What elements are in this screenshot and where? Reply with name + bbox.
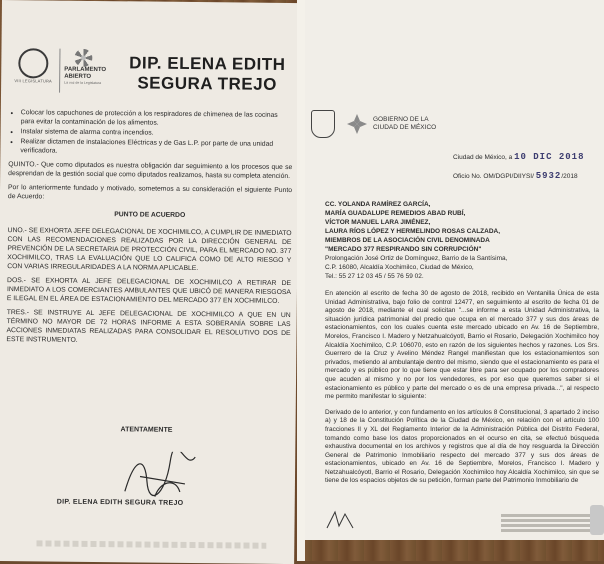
date-label: Ciudad de México, a	[453, 154, 513, 161]
por-lo-anterior-paragraph: Por lo anteriormente fundado y motivado, sometemos a su consideración el siguiente Punto de Acuerdo:	[7, 184, 293, 201]
body-paragraph-2: Derivado de lo anterior, y con fundamento en los artículos 8 Constitucional, 3 apartado 2 inciso a) y 18 de la Constitución Política de la Ciudad de México, en relación con el artículo 100 fracciones II y XL del Reglamento Interior de la Administración Pública del Distrito Federal, tomando como base los datos proporcionados en el ocurso en cita, se efectuó búsqueda exhaustiva documental en los archivos y registros que al día de hoy resguarda la Dirección General de Patrimonio Inmobiliario respecto del mercado 377 y sus dos áreas de estacionamientos, ubicado en Av. 16 de Septiembre, Morelos, Francisco I. Madero y Netzahualcóyotl, Barrio el Rosario, Delegación Xochimilco hoy Alcaldía Xochimilco, sin que se tiene de los espacios objetos de su petición, forman parte del Patrimonio Inmobiliario de	[325, 408, 599, 485]
footer-line	[501, 519, 591, 522]
left-document-body	[6, 108, 293, 352]
date-stamp: 10 DIC 2018	[514, 152, 585, 162]
oficio-label: Oficio No. OM/DGPI/DIIYSI/	[453, 173, 534, 180]
quinto-paragraph: QUINTO.- Que como diputados es nuestra obligación dar seguimiento a los procesos que se desprendan de la gestión social que como diputados realizamos, hasta su completa atención.	[8, 161, 293, 181]
addressee-line: "MERCADO 377 RESPIRANDO SIN CORRUPCIÓN"	[325, 246, 482, 253]
parlamento-abierto-sub: La voz de la Legislatura	[64, 80, 102, 86]
parlamento-abierto-logo	[59, 49, 116, 94]
legislature-seal-icon	[18, 48, 48, 78]
left-document-page	[0, 0, 300, 564]
gov-line-1: GOBIERNO DE LA	[373, 116, 429, 123]
parlamento-abierto-icon	[74, 49, 92, 67]
address-line: Prolongación José Ortiz de Domínguez, Barrio de la Santísima,	[325, 255, 508, 262]
addressee-line: MARÍA GUADALUPE REMEDIOS ABAD RUBÍ,	[325, 210, 466, 217]
handwritten-signature	[115, 451, 206, 502]
parlamento-abierto-label: PARLAMENTO ABIERTO	[64, 66, 107, 80]
addressee-line: VÍCTOR MANUEL LARA JIMÉNEZ,	[325, 219, 431, 226]
recommendation-list	[8, 108, 292, 158]
footer-line	[501, 529, 591, 532]
address-line: C.P. 16080, Alcaldía Xochimilco, Ciudad de México,	[325, 264, 474, 271]
legislature-label: VIII LEGISLATURA	[14, 78, 52, 84]
document-meta	[453, 148, 585, 186]
footer-line	[501, 524, 591, 527]
signer-name: DIP. ELENA EDITH SEGURA TREJO	[56, 498, 184, 507]
oficio-number-stamp: 5932	[535, 171, 562, 181]
acuerdo-dos: DOS.- SE EXHORTA AL JEFE DELEGACIONAL DE XOCHIMILCO A RETIRAR DE INMEDIATO A LOS COMERCIANTES AMBULANTES QUE UBICÓ DE MANERA RIESGOSA E ILEGAL EN EL ÁREA DE ESTACIONAMIENTO DEL MERCADO 377 EN XOCHIMILCO.	[6, 277, 292, 305]
footer-contact-block	[501, 514, 591, 534]
addressee-line: MIEMBROS DE LA ASOCIACIÓN CIVIL DENOMINADA	[325, 237, 490, 244]
atentamente-label: ATENTAMENTE	[120, 426, 173, 434]
cdmx-government-label	[373, 116, 436, 132]
right-document-page	[305, 0, 604, 540]
recommendation-item: • Instalar sistema de alarma contra incendios.	[21, 127, 293, 139]
right-document-body	[325, 290, 599, 493]
acuerdo-uno: UNO.- SE EXHORTA JEFE DELEGACIONAL DE XOCHIMILCO, A CUMPLIR DE INMEDIATO CON LAS RECOMENDACIONES REALIZADAS POR LA DIRECCIÓN GENERAL DE PREVENCIÓN DE LA SECRETARIA DE PROTECCIÓN CIVIL, PARA EL MERCADO NO. 377 XOCHIMILCO, TRAS LA EVALUACIÓN QUE LO CALIFICA COMO DE ALTO RIESGO Y CON VARIAS IRREGULARIDADES A LA NORMA APLICABLE.	[7, 227, 292, 273]
addressee-names	[325, 200, 595, 254]
punto-de-acuerdo-heading: PUNTO DE ACUERDO	[114, 211, 186, 219]
footer-line	[501, 514, 591, 517]
title-line-1: DIP. ELENA EDITH	[129, 53, 286, 74]
document-title	[117, 53, 297, 95]
acuerdo-tres: TRES.- SE INSTRUYE AL JEFE DELEGACIONAL DE XOCHIMILCO A QUE EN UN TÉRMINO NO MAYOR DE 72 HORAS INFORME A ESTA SOBERANÍA SOBRE LAS ACCIONES INMEDIATAS REALIZADAS PARA CONSOLIDAR EL RESOLUTIVO DOS DE ESTE INSTRUMENTO.	[6, 309, 291, 344]
oficio-suffix: /2018	[561, 173, 578, 180]
legislature-logo	[11, 48, 55, 92]
oficio-line	[453, 167, 585, 186]
binder-clip	[590, 505, 604, 535]
recommendation-item: • Realizar dictamen de instalaciones Eléctricas y de Gas L.P. por parte de una unidad verificadora.	[20, 137, 292, 158]
phone-line: Tel.: 55 27 12 03 45 / 55 76 59 02.	[325, 273, 424, 280]
initials-signature	[325, 510, 355, 530]
left-document-header	[7, 48, 298, 103]
addressee-line: CC. YOLANDA RAMÍREZ GARCÍA,	[325, 201, 431, 208]
title-line-2: SEGURA TREJO	[137, 73, 277, 94]
faint-footer-text	[36, 540, 266, 548]
cdmx-shield-icon	[311, 110, 335, 138]
addressee-block	[325, 200, 595, 281]
gov-line-2: CIUDAD DE MÉXICO	[373, 124, 437, 131]
recommendation-item: • Colocar los capuchones de protección a los respiradores de chimenea de las cocinas para evitar la contaminación de los alimentos.	[21, 108, 293, 129]
cdmx-flower-logo-icon	[345, 112, 369, 136]
cdmx-header	[311, 110, 601, 140]
page-gap	[297, 0, 305, 561]
right-document-footer	[325, 510, 595, 536]
date-line	[453, 148, 585, 167]
body-paragraph-1: En atención al escrito de fecha 30 de agosto de 2018, recibido en Ventanilla Única de esta Unidad Administrativa, bajo folio de control 12477, en seguimiento al escrito de fecha 01 de agosto de 2018, mediante el cual solicitan "...se informe a esta Unidad Administrativa, la situación jurídica patrimonial del predio que ocupa en el mercado 377 y sus dos áreas de estacionamientos, con los cuales cuenta este mercado ubicado en Av. 16 de Septiembre, Morelos, Francisco I. Madero y Netzahualcóyotl, Barrio el Rosario, Delegación Xochimilco hoy Alcaldía Xochimilco, C.P. 106070, esto en razón de los siguientes hechos y razones. Los Srs. Guerrero de la Cruz y Avelino Méndez Rangel manifiestan que los estacionamientos son privados, metiendo al ambulantaje dentro del mismo, siendo que el estacionamiento es para el mercado y es público por lo que tiene que estar libre para ser ocupado por los compradores que acuden al mismo y no por los vendedores, es por eso que queremos saber si el estacionamiento es público y parte del mercado o es de una empresa privada...", al respecto me permito manifestar lo siguiente:	[325, 290, 599, 401]
addressee-line: LAURA RÍOS LÓPEZ Y HERMELINDO ROSAS CALZADA,	[325, 228, 501, 235]
